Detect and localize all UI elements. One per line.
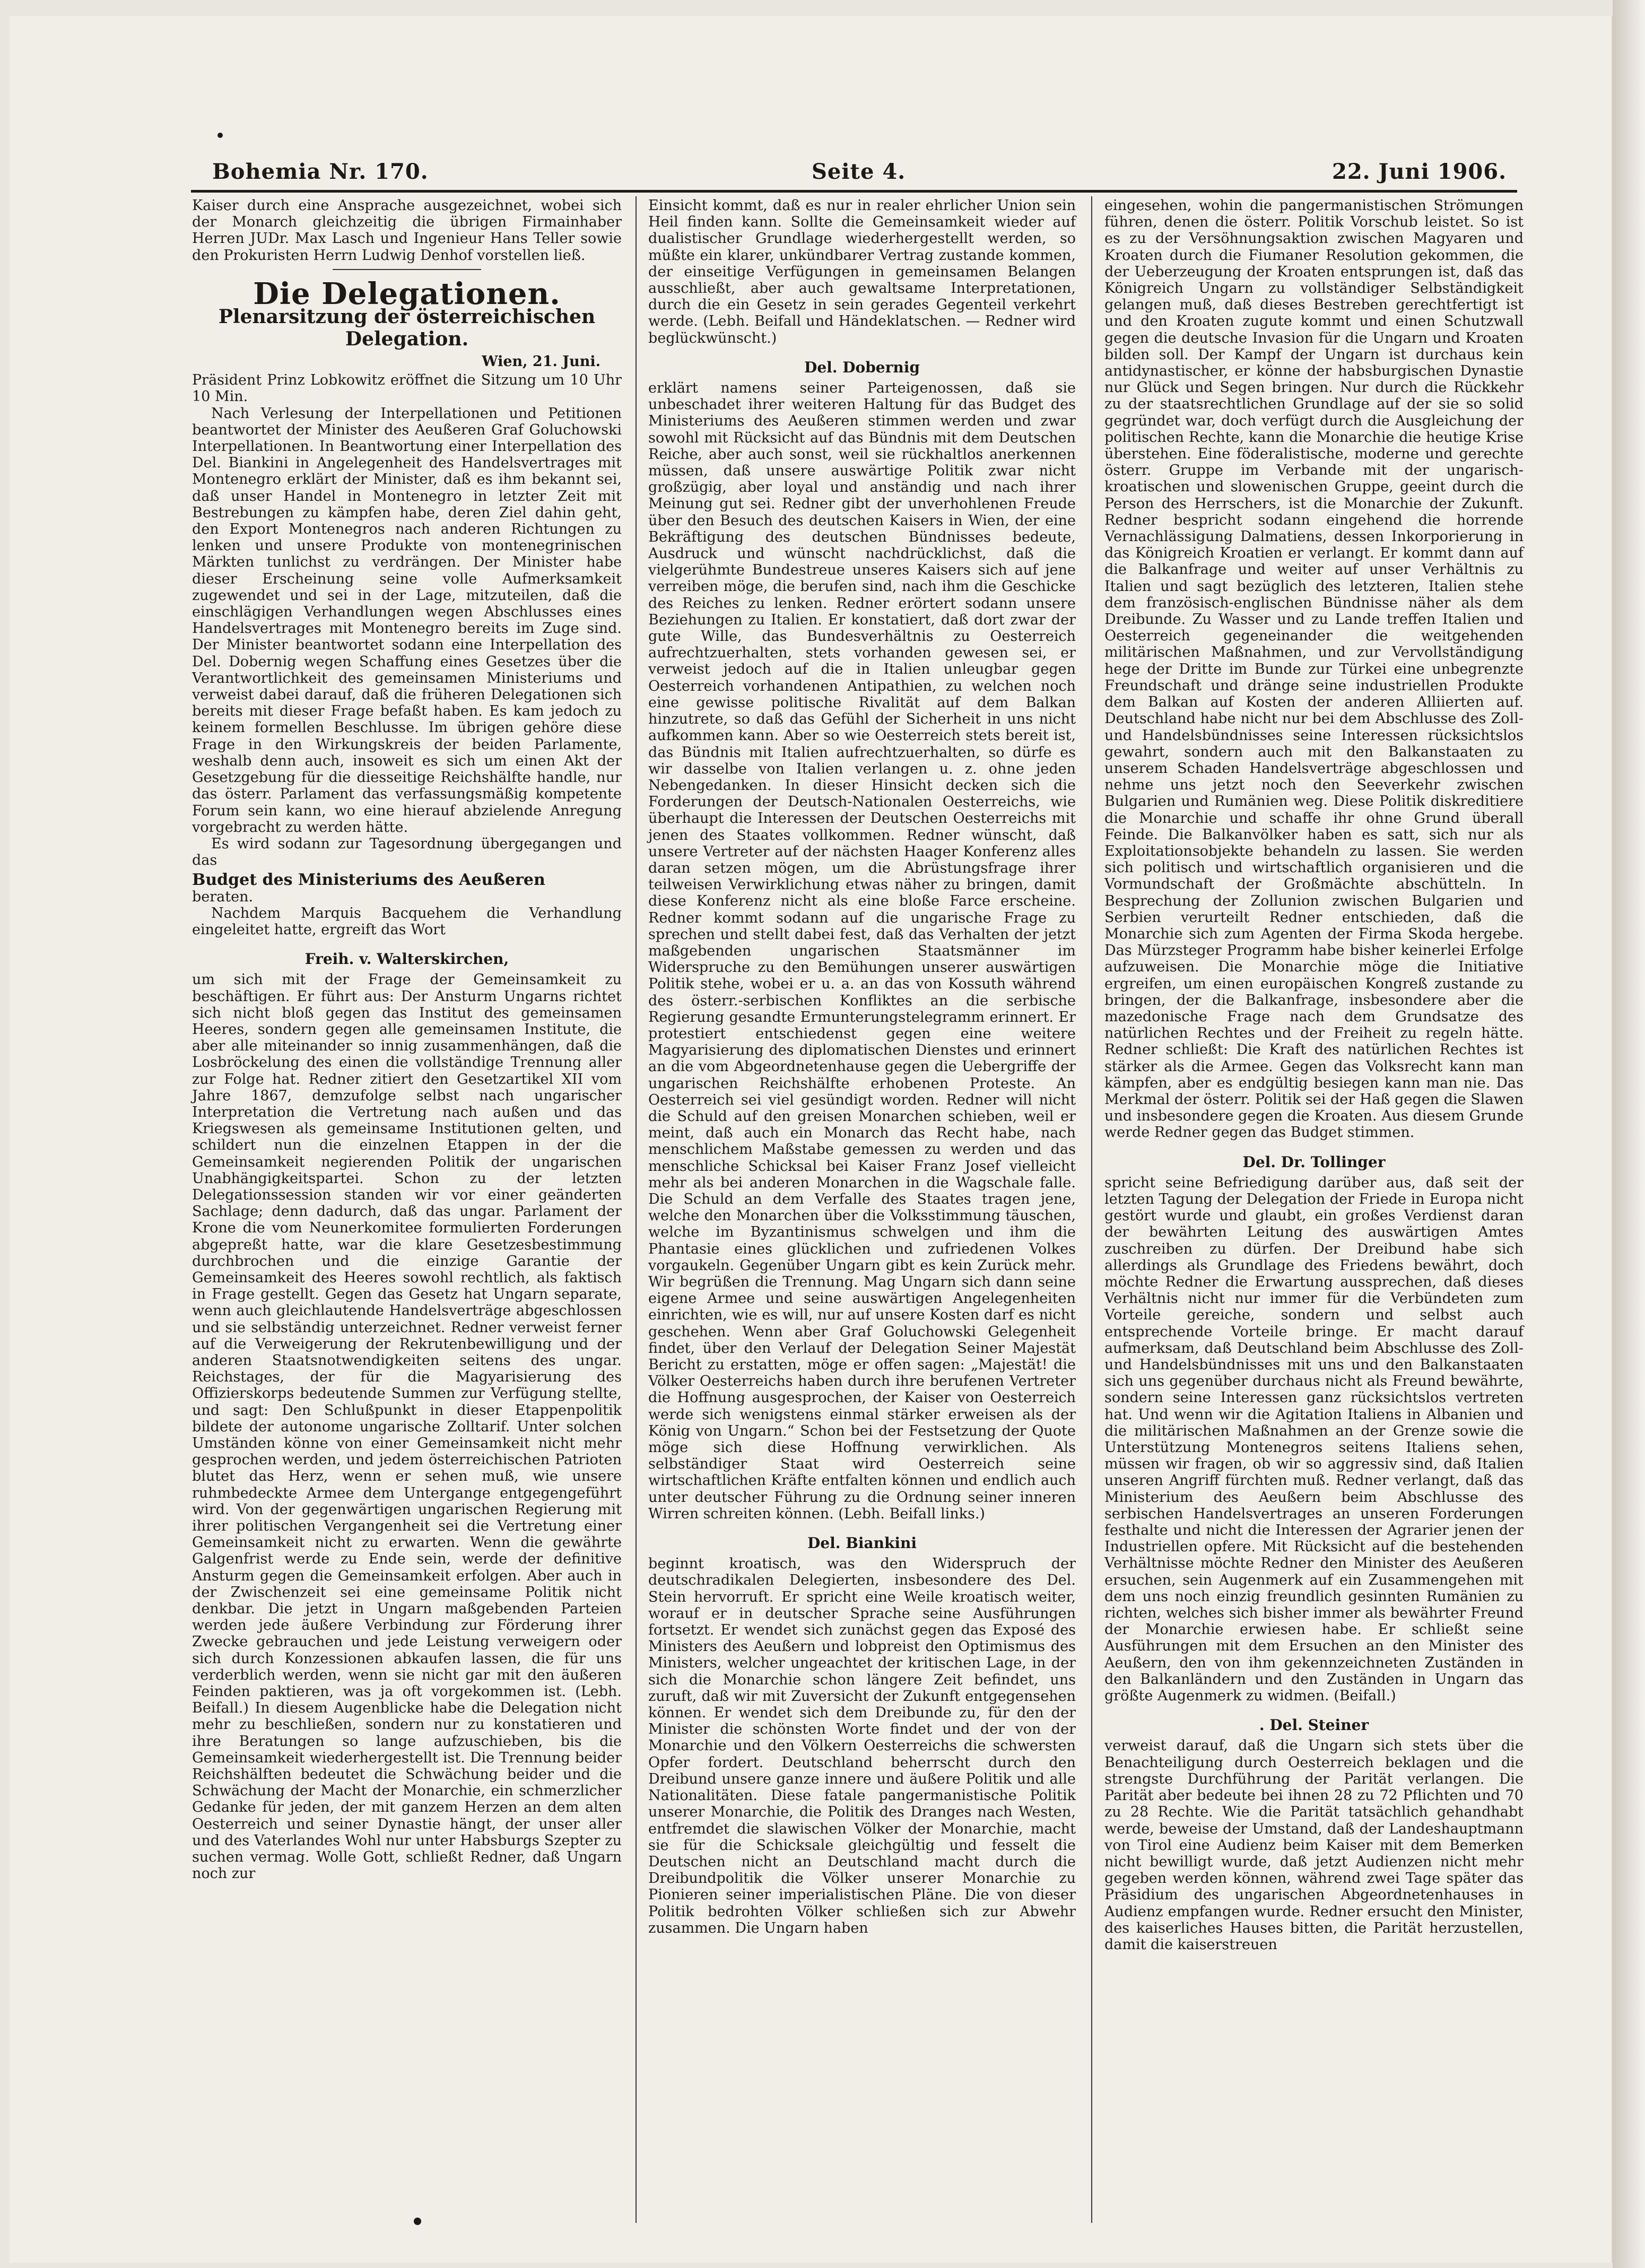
speaker-name: Freih. v. Walterskirchen, — [304, 950, 509, 968]
paragraph: Nachdem Marquis Bacquehem die Verhandlung eingeleitet hatte, ergreift das Wort — [192, 905, 622, 938]
ink-speck — [217, 133, 223, 138]
ink-speck — [414, 2218, 421, 2225]
paragraph: beginnt kroatisch, was den Widerspruch der deutschradikalen Delegierten, insbesondere des Del. Stein hervorruft. Er spricht eine Weile kroatisch weiter, worauf er in deutscher Sprache seine Ausführungen fortsetzt. Er wendet sich zunächst gegen das Exposé des Ministers des Aeußern und lobpreist den Optimismus des Ministers, welcher ungeachtet der kritischen Lage, in der sich die Monarchie schon längere Zeit befindet, uns zuruft, daß wir mit Zuversicht der Zukunft entgegensehen können. Er wendet sich dem Dreibunde zu, für den der Minister die schönsten Worte findet und der von der Monarchie und den Völkern Oesterreichs die schwersten Opfer fordert. Deutschland beherrscht durch den Dreibund unsere ganze innere und äußere Politik und alle Nationalitäten. Diese fatale pangermanistische Politik unserer Monarchie, die Politik des Dranges nach Westen, entfremdet die slawischen Völker der Monarchie, macht sie für die Schicksale gleichgültig und fesselt die Deutschen nicht an Deutschland macht durch die Dreibundpolitik die Völker unserer Monarchie zu Pionieren seiner imperialistischen Pläne. Die von dieser Politik bedrohten Völker schließen sich zur Abwehr zusammen. Die Ungarn haben — [648, 1556, 1076, 1936]
column-3 — [1104, 197, 1524, 1953]
paragraph: um sich mit der Frage der Gemeinsamkeit zu beschäftigen. Er führt aus: Der Ansturm Ungarns richtet sich nicht bloß gegen das Institut des gemeinsamen Heeres, sondern gegen alle gemeinsamen Institute, die aber alle miteinander so innig zusammenhängen, daß die Losbröckelung des einen die vollständige Trennung aller zur Folge hat. Redner zitiert den Gesetzartikel XII vom Jahre 1867, demzufolge selbst nach ungarischer Interpretation die Vertretung nach außen und das Kriegswesen als gemeinsame Institutionen gelten, und schildert nun die einzelnen Etappen in der die Gemeinsamkeit negierenden Politik der ungarischen Unabhängigkeitspartei. Schon zu der letzten Delegationssession standen wir vor einer geänderten Sachlage; denn dadurch, daß das ungar. Parlament der Krone die vom Neunerkomitee formulierten Forderungen abgepreßt hatte, war die klare Gesetzesbestimmung durchbrochen und die einzige Garantie der Gemeinsamkeit des Heeres sowohl rechtlich, als faktisch in Frage gestellt. Gegen das Gesetz hat Ungarn separate, wenn auch gleichlautende Handelsverträge abgeschlossen und sie selbständig unterzeichnet. Redner verweist ferner auf die Verweigerung der Rekrutenbewilligung und der anderen Staatsnotwendigkeiten seitens des ungar. Reichstages, der für die Magyarisierung des Offizierskorps bedeutende Summen zur Verfügung stellte, und sagt: Den Schlußpunkt in dieser Etappenpolitik bildete der autonome ungarische Zolltarif. Unter solchen Umständen könne von einer Gemeinsamkeit nicht mehr gesprochen werden, und jedem österreichischen Patrioten blutet das Herz, wenn er sehen muß, wie unsere ruhmbedeckte Armee dem Untergange entgegengeführt wird. Von der gegenwärtigen ungarischen Regierung mit ihrer politischen Vergangenheit sei die Vertretung einer Gemeinsamkeit nicht zu erwarten. Wenn die gewährte Galgenfrist werde zu Ende sein, werde der definitive Ansturm gegen die Gemeinsamkeit erfolgen. Aber auch in der Zwischenzeit sei eine gemeinsame Politik nicht denkbar. Die jetzt in Ungarn maßgebenden Parteien werden jede äußere Verbindung zur Förderung ihrer Zwecke gebrauchen und jede Leistung verweigern oder sich durch Konzessionen abkaufen lassen, die für uns verderblich werden, wenn sie nicht gar mit den äußeren Feinden paktieren, was ja oft vorgekommen ist. (Lebh. Beifall.) In diesem Augenblicke habe die Delegation nicht mehr zu beschließen, sondern nur zu konstatieren und ihre Beratungen so lange aufzuschieben, bis die Gemeinsamkeit wiederhergestellt ist. Die Trennung beider Reichshälften bedeutet die Schwächung beider und die Schwächung der Macht der Monarchie, ein schmerzlicher Gedanke für jeden, der mit ganzem Herzen an dem alten Oesterreich und seiner Dynastie hängt, der unser aller und des Vaterlandes Wohl nur unter Habsburgs Szepter zu suchen vermag. Wolle Gott, schließt Redner, daß Ungarn noch zur — [192, 971, 622, 1882]
page-header — [212, 159, 1507, 191]
paragraph: erklärt namens seiner Parteigenossen, daß sie unbeschadet ihrer weiteren Haltung für das Budget des Ministeriums des Aeußeren stimmen werden und zwar sowohl mit Rücksicht auf das Bündnis mit dem Deutschen Reiche, aber auch sonst, weil sie rückhaltlos anerkennen müssen, daß unsere auswärtige Politik zwar nicht großzügig, aber loyal und anständig und nach ihrer Meinung gut sei. Redner gibt der unverhohlenen Freude über den Besuch des deutschen Kaisers in Wien, der eine Bekräftigung des deutschen Bündnisses bedeute, Ausdruck und wünscht nachdrücklichst, daß die vielgerühmte Bundestreue unseres Kaisers sich auf jene verreiben möge, die berufen sind, nach ihm die Geschicke des Reiches zu lenken. Redner erörtert sodann unsere Beziehungen zu Italien. Er konstatiert, daß dort zwar der gute Wille, das Bundesverhältnis zu Oesterreich aufrechtzuerhalten, stets vorhanden gewesen sei, er verweist jedoch auf die in Italien unleugbar gegen Oesterreich vorhandenen Antipathien, zu welchen noch eine gewisse politische Rivalität auf dem Balkan hinzutrete, so daß das Gefühl der Sicherheit in uns nicht aufkommen kann. Aber so wie Oesterreich stets bereit ist, das Bündnis mit Italien aufrechtzuerhalten, so dürfe es wir dasselbe von Italien verlangen u. z. ohne jeden Nebengedanken. In dieser Hinsicht decken sich die Forderungen der Deutsch-Nationalen Oesterreichs, wie überhaupt die Interessen der Deutschen Oesterreichs mit jenen des Staates vollkommen. Redner wünscht, daß unsere Vertreter auf der nächsten Haager Konferenz alles daran setzen mögen, um die Abrüstungsfrage ihrer teilweisen Verwirklichung etwas näher zu bringen, damit diese Konferenz nicht als eine bloße Farce erscheine. Redner kommt sodann auf die ungarische Frage zu sprechen und stellt dabei fest, daß das Verhalten der jetzt maßgebenden ungarischen Staatsmänner im Widerspruche zu den Bemühungen unserer auswärtigen Politik stehe, wobei er u. a. an das von Kossuth während des österr.-serbischen Konfliktes an die serbische Regierung gesandte Ermunterungstelegramm erinnert. Er protestiert entschiedenst gegen eine weitere Magyarisierung des diplomatischen Dienstes und erinnert an die vom Abgeordnetenhause gegen die Uebergriffe der ungarischen Reichshälfte erhobenen Proteste. An Oesterreich sei viel gesündigt worden. Redner will nicht die Schuld auf den greisen Monarchen schieben, weil er meint, daß auch ein Monarch das Recht habe, nach menschlichem Maßstabe gemessen zu werden und das menschliche Schicksal bei Kaiser Franz Josef vielleicht mehr als bei anderen Monarchen in die Wagschale falle. Die Schuld an dem Verfalle des Staates tragen jene, welche den Monarchen über die Volksstimmung täuschen, welche im Byzantinismus schwelgen und ihm die Phantasie eines glücklichen und zufriedenen Volkes vorgaukeln. Gegenüber Ungarn gibt es kein Zurück mehr. Wir begrüßen die Trennung. Mag Ungarn sich dann seine eigene Armee und seine auswärtigen Angelegenheiten einrichten, wie es will, nur auf unsere Kosten darf es nicht geschehen. Wenn aber Graf Goluchowski Gelegenheit findet, über den Verlauf der Delegation Seiner Majestät Bericht zu erstatten, möge er offen sagen: „Majestät! die Völker Oesterreichs haben durch ihre berufenen Vertreter die Hoffnung ausgesprochen, der Kaiser von Oesterreich werde sich wenigstens einmal stärker erweisen als der König von Ungarn.“ Schon bei der Festsetzung der Quote möge sich diese Hoffnung verwirklichen. Als selbständiger Staat wird Oesterreich seine wirtschaftlichen Kräfte entfalten können und endlich auch unter deutscher Führung zu die Ordnung seiner inneren Wirren schreiten können. (Lebh. Beifall links.) — [648, 380, 1076, 1522]
section-subtitle: Plenarsitzung der österreichischen Delegation. — [218, 306, 596, 351]
paragraph: Nach Verlesung der Interpellationen und Petitionen beantwortet der Minister des Aeußeren Graf Goluchowski Interpellationen. In Beantwortung einer Interpellation des Del. Biankini in Angelegenheit des Handelsvertrages mit Montenegro erklärt der Minister, daß es ihm bekannt sei, daß unser Handel in Montenegro in letzter Zeit mit Bestrebungen zu kämpfen habe, deren Ziel dahin geht, den Export Montenegros nach anderen Richtungen zu lenken und unsere Produkte von montenegrinischen Märkten tunlichst zu verdrängen. Der Minister habe dieser Erscheinung seine volle Aufmerksamkeit zugewendet und sei in der Lage, mitzuteilen, daß die einschlägigen Verhandlungen wegen Abschlusses eines Handelsvertrages mit Montenegro bereits im Zuge sind. Der Minister beantwortet sodann eine Interpellation des Del. Dobernig wegen Schaffung eines Gesetzes über die Verantwortlichkeit des gemeinsamen Ministeriums und verweist dabei darauf, daß die früheren Delegationen sich bereits mit dieser Frage befaßt haben. Es kam jedoch zu keinem formellen Beschlusse. Im übrigen gehöre diese Frage in den Wirkungskreis der beiden Parlamente, weshalb denn auch, insoweit es sich um einen Akt der Gesetzgebung für die diesseitige Reichshälfte handle, nur das österr. Parlament das verfassungsmäßig kompetente Forum sein kann, wo eine hierauf abzielende Anregung vorgebracht zu werden hätte. — [192, 405, 622, 836]
column-divider — [1091, 196, 1092, 2223]
paragraph: Einsicht kommt, daß es nur in realer ehrlicher Union sein Heil finden kann. Sollte die Gemeinsamkeit wieder auf dualistischer Grundlage wiederhergestellt werden, so müßte ein klarer, unkündbarer Vertrag zustande kommen, der einseitige Verfügungen in gemeinsamen Belangen ausschließt, aber auch gewaltsame Interpretationen, durch die ein Gesetz in sein gerades Gegenteil verkehrt werde. (Lebh. Beifall und Händeklatschen. — Redner wird beglückwünscht.) — [648, 197, 1076, 346]
column-1 — [192, 197, 622, 1882]
column-2 — [648, 197, 1076, 1936]
paragraph: Präsident Prinz Lobkowitz eröffnet die Sitzung um 10 Uhr 10 Min. — [192, 372, 622, 405]
paragraph: verweist darauf, daß die Ungarn sich stets über die Benachteiligung durch Oesterreich beklagen und die strengste Durchführung der Parität verlangen. Die Parität aber bedeute bei ihnen 28 zu 72 Pflichten und 70 zu 28 Rechte. Wie die Parität tatsächlich gehandhabt werde, beweise der Umstand, daß der Landeshauptmann von Tirol eine Audienz beim Kaiser mit dem Bemerken nicht bewilligt wurde, daß jetzt Audienzen nicht mehr gegeben werden können, während zwei Tage später das Präsidium des ungarischen Abgeordnetenhauses in Audienz empfangen wurde. Redner ersucht den Minister, des kaiserliches Hauses bitten, die Parität herzustellen, damit die kaiserstreuen — [1104, 1737, 1524, 1953]
paragraph: spricht seine Befriedigung darüber aus, daß seit der letzten Tagung der Delegation der Friede in Europa nicht gestört wurde und glaubt, ein großes Verdienst daran der bewährten Leitung des auswärtigen Amtes zuschreiben zu dürfen. Der Dreibund habe sich allerdings als Grundlage des Friedens bewährt, doch möchte Redner die Erwartung aussprechen, daß dieses Verhältnis nicht nur immer für die Verbündeten zum Vorteile gereiche, sondern und selbst auch entsprechende Vorteile bringe. Er macht darauf aufmerksam, daß Deutschland beim Abschlusse des Zoll- und Handelsbündnisses mit uns und den Balkanstaaten sich uns gegenüber durchaus nicht als Freund bewährte, sondern seine Interessen ganz rücksichtslos vertreten hat. Und wenn wir die Agitation Italiens in Albanien und die militärischen Maßnahmen an der Grenze sowie die Unterstützung Montenegros seitens Italiens sehen, müssen wir fragen, ob wir so aggressiv sind, daß Italien unseren Angriff fürchten muß. Redner verlangt, daß das Ministerium des Aeußern beim Abschlusse des serbischen Handelsvertrages an unseren Forderungen festhalte und nicht die Interessen der Agrarier jenen der Industriellen opfere. Mit Rücksicht auf die bestehenden Verhältnisse möchte Redner den Minister des Aeußeren ersuchen, sein Augenmerk auf ein Zusammengehen mit dem uns noch einzig freundlich gesinnten Rumänien zu richten, welches sich bisher immer als bewährter Freund der Monarchie erwiesen habe. Er schließt seine Ausführungen mit dem Ersuchen an den Minister des Aeußern, den von ihm gekennzeichneten Zuständen in den Balkanländern und den Zuständen in Ungarn das größte Augenmerk zu widmen. (Beifall.) — [1104, 1174, 1524, 1705]
section-title: Die Delegationen. — [253, 276, 561, 311]
paragraph: Es wird sodann zur Tagesordnung übergegangen und das — [192, 835, 622, 869]
header-publication: Bohemia Nr. 170. — [212, 159, 429, 184]
header-date: 22. Juni 1906. — [1332, 159, 1507, 184]
speaker-name: Del. Biankini — [807, 1534, 917, 1552]
paragraph: beraten. — [192, 888, 254, 905]
speaker-name: Del. Dr. Tollinger — [1242, 1153, 1386, 1171]
page-edge-shadow — [1613, 0, 1645, 2268]
speaker-name: . Del. Steiner — [1259, 1716, 1369, 1734]
paragraph: eingesehen, wohin die pangermanistischen Strömungen führen, denen die österr. Politik Vorschub leistet. So ist es zu der Versöhnungsaktion zwischen Magyaren und Kroaten durch die Fiumaner Resolution gekommen, die der Ueberzeugung der Kroaten entsprungen ist, daß das Königreich Ungarn zu vollständiger Selbständigkeit gelangen muß, daß dieses Bestreben gerechtfertigt ist und den Kroaten zugute kommt und einen Schutzwall gegen die deutsche Invasion für die Ungarn und Kroaten bilden soll. Der Kampf der Ungarn ist durchaus kein antidynastischer, er könne der habsburgischen Dynastie nur Glück und Segen bringen. Nur durch die Rückkehr zu der staatsrechtlichen Grundlage auf der sie so solid gegründet war, doch verfügt durch die Ausgleichung der politischen Rechte, kann die Monarchie die heutige Krise überstehen. Eine föderalistische, moderne und gerechte österr. Gruppe im Verbande mit der ungarisch-kroatischen und slowenischen Gruppe, geeint durch die Person des Herrschers, ist die Monarchie der Zukunft. Redner bespricht sodann eingehend die horrende Vernachlässigung Dalmatiens, dessen Inkorporierung in das Königreich Kroatien er verlangt. Er kommt dann auf die Balkanfrage und weiter auf unser Verhältnis zu Italien und sagt bezüglich des letzteren, Italien stehe dem französisch-englischen Bündnisse näher als dem Dreibunde. Zu Wasser und zu Lande treffen Italien und Oesterreich gegeneinander die weitgehenden militärischen Maßnahmen, und zur Vervollständigung hege der Dritte im Bunde zur Türkei eine unbegrenzte Freundschaft und dränge seine industriellen Produkte dem Balkan auf Kosten der anderen Alliierten auf. Deutschland habe nicht nur bei dem Abschlusse des Zoll- und Handelsbündnisses seine Interessen rücksichtslos gewahrt, sondern auch mit den Balkanstaaten zu unserem Schaden Handelsverträge abgeschlossen und nehme uns jetzt noch den Seeverkehr zwischen Bulgarien und Rumänien weg. Diese Politik diskreditiere die Monarchie und schaffe ihr ohne Grund überall Feinde. Die Balkanvölker haben es satt, sich nur als Exploitationsobjekte behandeln zu lassen. Sie werden sich politisch und wirtschaftlich organisieren und die Vormundschaft der Großmächte abschütteln. In Besprechung der Zollunion zwischen Bulgarien und Serbien verurteilt Redner entschieden, daß die Monarchie sich zum Agenten der Firma Skoda hergebe. Das Mürzsteger Programm habe bisher keinerlei Erfolge aufzuweisen. Die Monarchie möge die Initiative ergreifen, um einen europäischen Kongreß zustande zu bringen, der die Balkanfrage, insbesondere aber die mazedonische Frage nach dem Grundsatze des natürlichen Rechtes und der Freiheit zu regeln hätte. Redner schließt: Die Kraft des natürlichen Rechtes ist stärker als die Armee. Gegen das Volksrecht kann man kämpfen, aber es endgültig besiegen kann man nie. Das Merkmal der österr. Politik sei der Haß gegen die Slawen und insbesondere gegen die Kroaten. Aus diesem Grunde werde Redner gegen das Budget stimmen. — [1104, 197, 1524, 1141]
header-page-number: Seite 4. — [812, 159, 906, 184]
article-continuation: Kaiser durch eine Ansprache ausgezeichnet, wobei sich der Monarch gleichzeitig die übrigen Firmainhaber Herren JUDr. Max Lasch und Ingenieur Hans Teller sowie den Prokuristen Herrn Ludwig Denhof vorstellen ließ. — [192, 197, 622, 264]
speaker-name: Del. Dobernig — [804, 358, 920, 376]
header-rule — [191, 190, 1517, 193]
budget-heading: Budget des Ministeriums des Aeußeren — [192, 871, 545, 890]
column-divider — [636, 196, 637, 2223]
article-separator — [333, 269, 481, 270]
dateline: Wien, 21. Juni. — [482, 353, 600, 370]
